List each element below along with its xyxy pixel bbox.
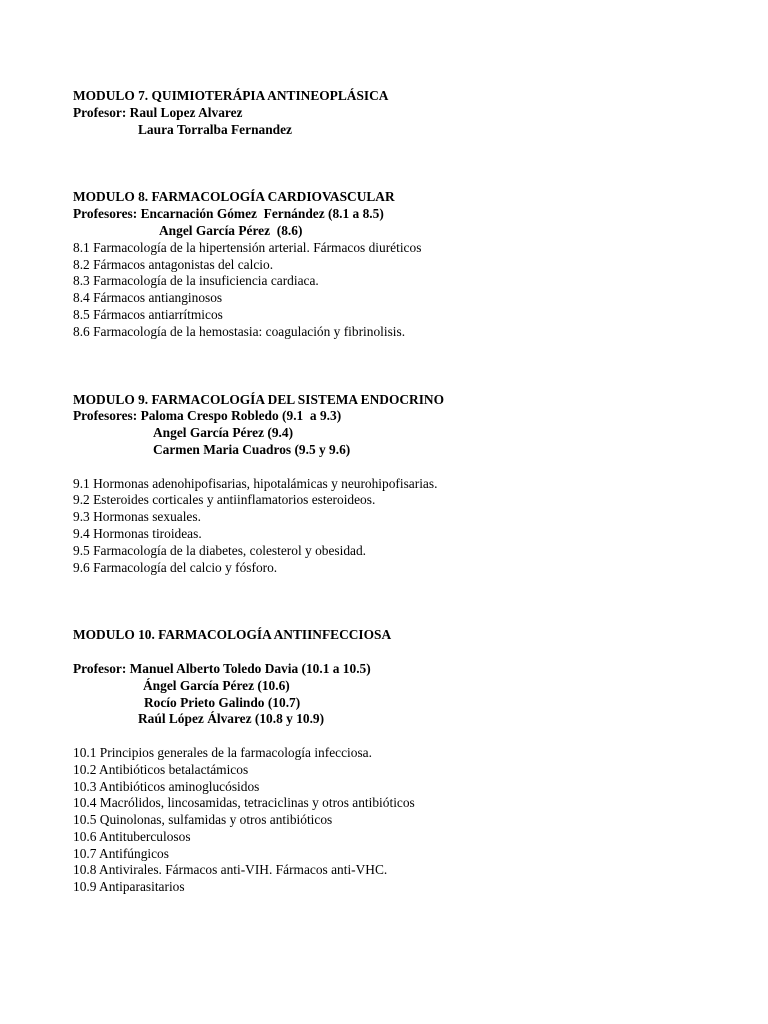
spacer	[73, 728, 733, 745]
topic-item: 9.4 Hormonas tiroideas.	[73, 525, 202, 541]
professors-label: Profesores:	[73, 206, 138, 222]
spacer	[73, 138, 733, 189]
spacer	[73, 459, 733, 476]
topic-item: 10.4 Macrólidos, lincosamidas, tetraciclinas y otros antibióticos	[73, 795, 415, 811]
topic-item: 9.5 Farmacología de la diabetes, colesterol y obesidad.	[73, 542, 367, 558]
professor-line	[73, 408, 733, 425]
topic-item: 8.4 Fármacos antianginosos	[73, 290, 223, 306]
topic-item: 10.5 Quinolonas, sulfamidas y otros antibióticos	[73, 812, 333, 828]
topic-item: 8.5 Fármacos antiarrítmicos	[73, 306, 223, 322]
topic-item: 8.1 Farmacología de la hipertensión arterial. Fármacos diuréticos	[73, 239, 422, 255]
professor-name: Raul Lopez Alvarez	[129, 104, 243, 120]
module-9	[73, 392, 733, 577]
topic-item: 8.6 Farmacología de la hemostasia: coagulación y fibrinolisis.	[73, 323, 406, 339]
topic-item: 9.6 Farmacología del calcio y fósforo.	[73, 559, 278, 575]
professors-label: Profesores:	[73, 408, 138, 424]
professor-name: Rocío Prieto Galindo (10.7)	[144, 694, 301, 710]
topic-item: 10.8 Antivirales. Fármacos anti-VIH. Fármacos anti-VHC.	[73, 862, 388, 878]
professor-name: Manuel Alberto Toledo Davia (10.1 a 10.5)	[129, 660, 371, 676]
topic-item: 10.9 Antiparasitarios	[73, 879, 185, 895]
topic-item: 8.3 Farmacología de la insuficiencia cardiaca.	[73, 273, 319, 289]
professor-name: Paloma Crespo Robledo (9.1 a 9.3)	[140, 408, 342, 424]
professor-name: Angel García Pérez (8.6)	[159, 222, 303, 238]
module-title: MODULO 10. FARMACOLOGÍA ANTIINFECCIOSA	[73, 627, 392, 643]
professor-line	[73, 105, 733, 122]
module-7	[73, 88, 733, 138]
spacer	[73, 576, 733, 627]
professors-label: Profesor:	[73, 660, 127, 676]
professor-name: Encarnación Gómez Fernández (8.1 a 8.5)	[140, 206, 384, 222]
professor-name: Carmen Maria Cuadros (9.5 y 9.6)	[153, 441, 351, 457]
topic-item: 10.3 Antibióticos aminoglucósidos	[73, 778, 260, 794]
module-title: MODULO 7. QUIMIOTERÁPIA ANTINEOPLÁSICA	[73, 88, 389, 103]
document-page	[73, 88, 733, 896]
professor-name: Angel García Pérez (9.4)	[153, 425, 294, 441]
professor-name: Laura Torralba Fernandez	[138, 121, 292, 137]
professors-label: Profesor:	[73, 104, 127, 120]
topic-item: 9.2 Esteroides corticales y antiinflamatorios esteroideos.	[73, 492, 376, 508]
spacer	[73, 341, 733, 392]
module-8	[73, 189, 733, 340]
module-title: MODULO 9. FARMACOLOGÍA DEL SISTEMA ENDOCRINO	[73, 391, 445, 407]
spacer	[73, 644, 733, 661]
topic-item: 10.7 Antifúngicos	[73, 845, 169, 861]
professor-name: Ángel García Pérez (10.6)	[143, 677, 290, 693]
module-title: MODULO 8. FARMACOLOGÍA CARDIOVASCULAR	[73, 189, 395, 205]
topic-item: 9.3 Hormonas sexuales.	[73, 509, 201, 525]
professor-line	[73, 661, 733, 678]
topic-item: 10.1 Principios generales de la farmacología infecciosa.	[73, 744, 372, 760]
topic-item: 8.2 Fármacos antagonistas del calcio.	[73, 256, 274, 272]
module-10	[73, 627, 733, 896]
topic-item: 10.6 Antituberculosos	[73, 828, 191, 844]
professor-name: Raúl López Álvarez (10.8 y 10.9)	[138, 711, 325, 727]
professor-line	[73, 206, 733, 223]
topic-item: 10.2 Antibióticos betalactámicos	[73, 761, 249, 777]
topic-item: 9.1 Hormonas adenohipofisarias, hipotalámicas y neurohipofisarias.	[73, 475, 438, 491]
